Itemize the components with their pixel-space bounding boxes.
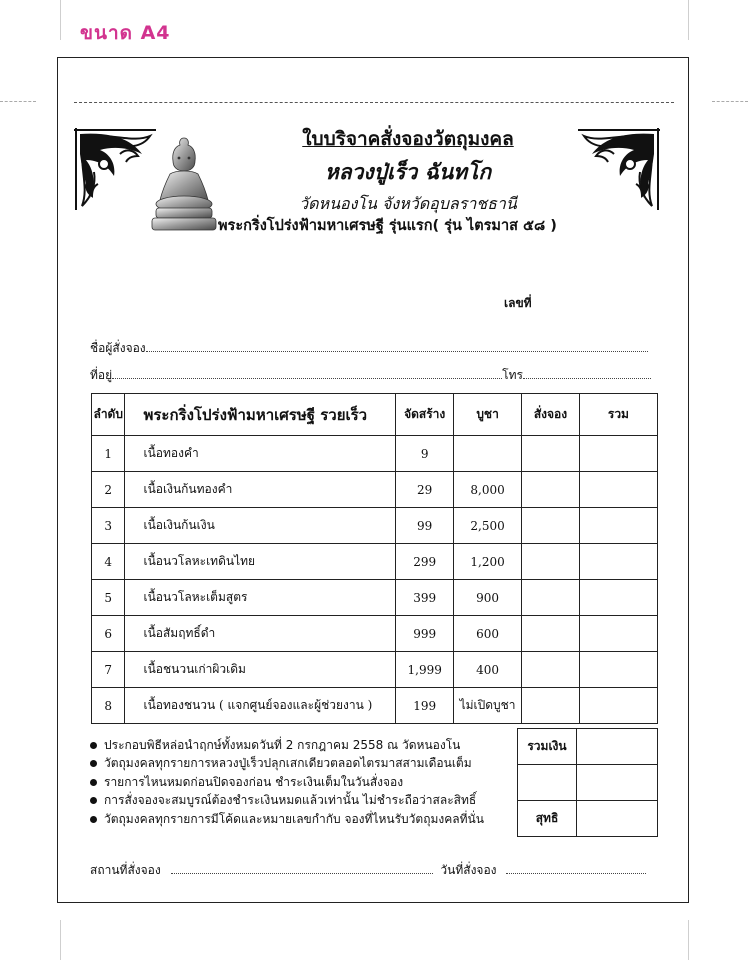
address-field[interactable] <box>90 366 651 385</box>
table-row <box>92 436 658 472</box>
amulet-series-title: พระกริ่งโปร่งฟ้ามหาเศรษฐี รุ่นแรก( รุ่น ไตรมาส ๕๘ ) <box>218 218 557 234</box>
header-total: รวม <box>579 394 657 436</box>
table-header-row <box>92 394 658 436</box>
table-row <box>92 544 658 580</box>
note-text: ประกอบพิธีหล่อนำฤกษ์ทั้งหมดวันที่ 2 กรกฎาคม 2558 ณ วัดหนองโน <box>104 737 461 752</box>
summary-table <box>517 728 658 837</box>
address-label: ที่อยู่ <box>90 368 113 382</box>
table-row <box>92 580 658 616</box>
terms-list <box>90 736 515 829</box>
net-amount-label: สุทธิ <box>518 801 577 837</box>
crop-mark <box>688 0 709 40</box>
header-order: สั่งจอง <box>522 394 580 436</box>
row-cast: 299 <box>396 544 454 580</box>
address-blank[interactable] <box>112 367 502 379</box>
row-no: 6 <box>92 616 125 652</box>
row-order-cell[interactable] <box>522 580 580 616</box>
fold-mark <box>712 101 748 102</box>
temple-name: วัดหนองโน จังหวัดอุบลราชธานี <box>299 194 517 213</box>
footer-fields <box>90 861 646 880</box>
row-total-cell[interactable] <box>579 544 657 580</box>
blank-label-cell <box>518 765 577 801</box>
note-text: วัตถุมงคลทุกรายการหลวงปู่เร็วปลุกเสกเดียวตลอดไตรมาสสามเดือนเต็ม <box>104 756 472 770</box>
order-place-label: สถานที่สั่งจอง <box>90 863 161 877</box>
net-amount-cell[interactable] <box>577 801 658 837</box>
fold-mark <box>0 101 36 102</box>
row-total-cell[interactable] <box>579 436 657 472</box>
header-cast: จัดสร้าง <box>396 394 454 436</box>
header-no: ลำดับ <box>92 394 125 436</box>
orderer-name-blank[interactable] <box>146 340 648 352</box>
row-name: เนื้อนวโลหะเทดินไทย <box>125 544 396 580</box>
list-item <box>90 792 515 810</box>
row-total-cell[interactable] <box>579 508 657 544</box>
header-name: พระกริ่งโปร่งฟ้ามหาเศรษฐี รวยเร็ว <box>125 394 396 436</box>
table-row <box>92 652 658 688</box>
order-date-label: วันที่สั่งจอง <box>440 863 497 877</box>
row-total-cell[interactable] <box>579 652 657 688</box>
row-name: เนื้อชนวนเก่าผิวเดิม <box>125 652 396 688</box>
row-cast: 1,999 <box>396 652 454 688</box>
note-text: การสั่งจองจะสมบูรณ์ต้องชำระเงินหมดแล้วเท่านั้น ไม่ชำระถือว่าสละสิทธิ์ <box>104 793 477 807</box>
orderer-name-label: ชื่อผู้สั่งจอง <box>90 341 146 355</box>
table-row <box>92 508 658 544</box>
monk-name: หลวงปู่เร็ว ฉันทโก <box>324 160 492 184</box>
total-amount-cell[interactable] <box>577 729 658 765</box>
row-name: เนื้อสัมฤทธิ์ดำ <box>125 616 396 652</box>
row-order-cell[interactable] <box>522 652 580 688</box>
note-text: รายการไหนหมดก่อนปิดจองก่อน ชำระเงินเต็มในวันสั่งจอง <box>104 774 404 789</box>
paper-size-label: ขนาด A4 <box>80 22 171 44</box>
row-name: เนื้อเงินก้นทองคำ <box>125 472 396 508</box>
list-item <box>90 810 515 828</box>
row-total-cell[interactable] <box>579 688 657 724</box>
phone-label: โทร <box>502 368 523 382</box>
row-cast: 99 <box>396 508 454 544</box>
row-name: เนื้อเงินก้นเงิน <box>125 508 396 544</box>
row-no: 1 <box>92 436 125 472</box>
row-price <box>454 436 522 472</box>
crop-mark <box>40 920 61 960</box>
list-item <box>90 755 515 773</box>
table-row <box>92 688 658 724</box>
row-order-cell[interactable] <box>522 616 580 652</box>
header-price: บูชา <box>454 394 522 436</box>
row-cast: 199 <box>396 688 454 724</box>
document-number-label: เลขที่ <box>504 296 532 310</box>
row-price: 8,000 <box>454 472 522 508</box>
bullet-icon <box>90 742 97 749</box>
row-order-cell[interactable] <box>522 436 580 472</box>
row-price: 900 <box>454 580 522 616</box>
orderer-name-field[interactable] <box>90 339 648 358</box>
form-title: ใบบริจาคสั่งจองวัตถุมงคล <box>302 128 514 150</box>
list-item <box>90 773 515 791</box>
row-name: เนื้อทองชนวน ( แจกศูนย์จองและผู้ช่วยงาน ) <box>125 688 396 724</box>
row-total-cell[interactable] <box>579 472 657 508</box>
phone-blank[interactable] <box>523 367 651 379</box>
row-order-cell[interactable] <box>522 544 580 580</box>
note-text: วัตถุมงคลทุกรายการมีโค้ดและหมายเลขกำกับ จองที่ไหนรับวัตถุมงคลที่นั่น <box>104 811 484 826</box>
row-no: 5 <box>92 580 125 616</box>
bullet-icon <box>90 760 97 767</box>
form-title-block <box>208 124 608 217</box>
blank-amount-cell[interactable] <box>577 765 658 801</box>
row-no: 7 <box>92 652 125 688</box>
row-price: ไม่เปิดบูชา <box>454 688 522 724</box>
row-total-cell[interactable] <box>579 616 657 652</box>
table-row <box>92 472 658 508</box>
row-price: 1,200 <box>454 544 522 580</box>
list-item <box>90 736 515 754</box>
row-cast: 399 <box>396 580 454 616</box>
order-place-blank[interactable] <box>171 862 433 874</box>
table-row <box>92 616 658 652</box>
row-no: 3 <box>92 508 125 544</box>
row-cast: 999 <box>396 616 454 652</box>
order-form-sheet <box>57 57 689 903</box>
crop-mark <box>688 920 709 960</box>
bullet-icon <box>90 797 97 804</box>
row-no: 8 <box>92 688 125 724</box>
order-date-blank[interactable] <box>506 862 646 874</box>
bullet-icon <box>90 816 97 823</box>
order-table <box>91 393 658 724</box>
row-order-cell[interactable] <box>522 688 580 724</box>
row-no: 2 <box>92 472 125 508</box>
row-cast: 9 <box>396 436 454 472</box>
row-no: 4 <box>92 544 125 580</box>
row-order-cell[interactable] <box>522 508 580 544</box>
row-total-cell[interactable] <box>579 580 657 616</box>
row-price: 600 <box>454 616 522 652</box>
row-order-cell[interactable] <box>522 472 580 508</box>
row-name: เนื้อนวโลหะเต็มสูตร <box>125 580 396 616</box>
crop-mark <box>40 0 61 40</box>
row-name: เนื้อทองคำ <box>125 436 396 472</box>
row-price: 2,500 <box>454 508 522 544</box>
total-amount-label: รวมเงิน <box>518 729 577 765</box>
fold-line <box>74 102 674 103</box>
row-cast: 29 <box>396 472 454 508</box>
row-price: 400 <box>454 652 522 688</box>
bullet-icon <box>90 779 97 786</box>
